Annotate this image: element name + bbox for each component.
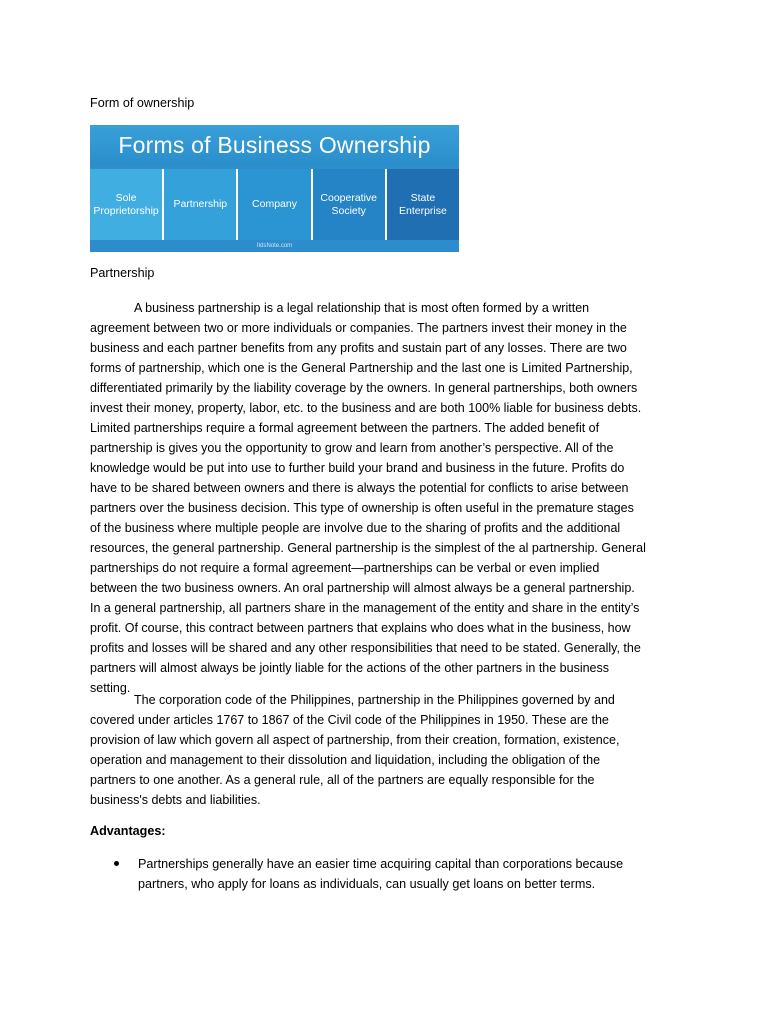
advantages-list — [114, 854, 644, 894]
banner-categories — [90, 169, 459, 240]
paragraph-philippines-civil-code — [90, 690, 646, 810]
banner-watermark: IIdsNote.com — [90, 240, 459, 252]
list-item-text: Partnerships generally have an easier time acquiring capital than corporations because partners, who apply for loans as individuals, can usually get loans on better terms. — [138, 857, 624, 891]
banner-item-partnership: Partnership — [164, 169, 236, 240]
paragraph-text: The corporation code of the Philippines, partnership in the Philippines governed by and covered under articles 1767 to 1867 of the Civil code of the Philippines in 1950. These are the provision of law which govern all aspect of partnership, from their creation, formation, existence, operation and management to their dissolution and liquidation, including the obligation of the partners to one another. As a general rule, all of the partners are equally responsible for the business's debts and liabilities. — [90, 693, 620, 807]
paragraph-text: A business partnership is a legal relationship that is most often formed by a written agreement between two or more individuals or companies. The partners invest their money in the business and each partner benefits from any profits and sustain part of any losses. There are two forms of partnership, which one is the General Partnership and the last one is Limited Partnership, differentiated primarily by the liability coverage by the owners. In general partnerships, both owners invest their money, property, labor, etc. to the business and are both 100% liable for business debts. Limited partnerships require a formal agreement between the partners. The added benefit of partnership is gives you the opportunity to grow and learn from another’s perspective. All of the knowledge would be put into use to further build your brand and business in the future. Profits do have to be shared between owners and there is always the potential for conflicts to arise between partners over the business decision. This type of ownership is often useful in the premature stages of the business where multiple people are involve due to the sharing of profits and the additional resources, the general partnership. General partnership is the simplest of the al partnership. General partnerships do not require a formal agreement—partnerships can be verbal or even implied between the two business owners. An oral partnership will almost always be a general partnership. In a general partnership, all partners share in the management of the entity and share in the entity’s profit. Of course, this contract between partners that explains who does what in the business, how profits and losses will be shared and any other responsibilities that need to be stated. Generally, the partners will almost always be jointly liable for the actions of the other partners in the business setting. — [90, 301, 646, 695]
bullet-icon — [114, 861, 119, 866]
list-item — [114, 854, 644, 894]
banner-item-company: Company — [238, 169, 310, 240]
banner-title: Forms of Business Ownership — [90, 125, 459, 165]
banner-item-state-enterprise: State Enterprise — [387, 169, 459, 240]
section-heading-form-of-ownership: Form of ownership — [90, 96, 195, 110]
forms-of-business-ownership-image — [90, 125, 459, 252]
paragraph-partnership-definition — [90, 298, 646, 698]
section-heading-advantages: Advantages: — [90, 824, 166, 838]
banner-item-sole-proprietorship: Sole Proprietorship — [90, 169, 162, 240]
banner-item-cooperative-society: Cooperative Society — [313, 169, 385, 240]
section-heading-partnership: Partnership — [90, 266, 155, 280]
